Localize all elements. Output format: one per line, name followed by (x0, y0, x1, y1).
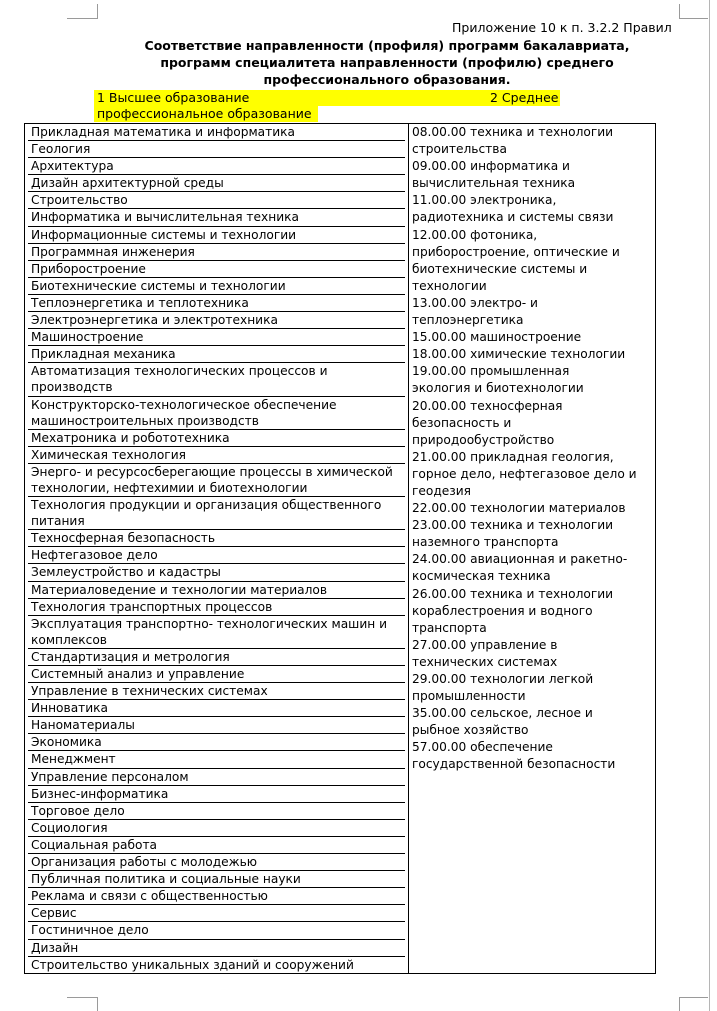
table-row: Землеустройство и кадастры (28, 564, 405, 581)
table-row: Сервис (28, 905, 405, 922)
table-row: Электроэнергетика и электротехника (28, 312, 405, 329)
table-row: Нефтегазовое дело (28, 547, 405, 564)
table-row: Организация работы с молодежью (28, 854, 405, 871)
table-row: Конструкторско-технологическое обеспечение машиностроительных производств (28, 397, 405, 430)
secondary-education-list: 08.00.00 техника и технологии строительства 09.00.00 информатика и вычислительная техника 11.00.00 электроника, радиотехника и системы связи 12.00.00 фотоника, приборостроение, оптические и биотехнические системы и технологии 13.00.00 электро- и теплоэнергетика 15.00.00 машиностроение 18.00.00 химические технологии 19.00.00 промышленная экология и биотехнологии 20.00.00 техносферная безопасность и природообустройство 21.00.00 прикладная геология, горное дело, нефтегазовое дело и геодезия 22.00.00 технологии материалов 23.00.00 техника и технологии наземного транспорта 24.00.00 авиационная и ракетно- космическая техника 26.00.00 техника и технологии кораблестроения и водного транспорта 27.00.00 управление в технических системах 29.00.00 технологии легкой промышленности 35.00.00 сельское, лесное и рыбное хозяйство 57.00.00 обеспечение государственной безопасности (412, 125, 637, 772)
table-row: Менеджмент (28, 751, 405, 768)
table-row: Техносферная безопасность (28, 530, 405, 547)
table-row: Информатика и вычислительная техника (28, 209, 405, 226)
table-row: Управление персоналом (28, 769, 405, 786)
table-row: Публичная политика и социальные науки (28, 871, 405, 888)
table-row: Мехатроника и робототехника (28, 430, 405, 447)
table-row: Дизайн (28, 940, 405, 957)
table-row: Наноматериалы (28, 717, 405, 734)
correspondence-table (24, 123, 656, 974)
secondary-education-column (409, 124, 656, 974)
higher-education-list (28, 124, 405, 973)
table-row: Социология (28, 820, 405, 837)
table-row: Стандартизация и метрология (28, 649, 405, 666)
table-row: Реклама и связи с общественностью (28, 888, 405, 905)
table-row: Прикладная математика и информатика (28, 124, 405, 141)
higher-education-column (25, 124, 409, 974)
margin-marker-bottom-right (679, 997, 708, 1011)
table-row: Гостиничное дело (28, 922, 405, 939)
margin-marker-top-right (679, 4, 708, 19)
table-row (25, 124, 656, 974)
page-edge (709, 0, 710, 1011)
table-row: Биотехнические системы и технологии (28, 278, 405, 295)
table-row: Приборостроение (28, 261, 405, 278)
table-row: Технология транспортных процессов (28, 599, 405, 616)
table-row: Строительство (28, 192, 405, 209)
appendix-reference: Приложение 10 к п. 3.2.2 Правил (452, 20, 672, 35)
table-row: Экономика (28, 734, 405, 751)
secondary-education-heading: 2 Среднее (490, 90, 559, 105)
highlighted-heading (94, 90, 560, 106)
table-row: Архитектура (28, 158, 405, 175)
table-row: Бизнес-информатика (28, 786, 405, 803)
table-row: Дизайн архитектурной среды (28, 175, 405, 192)
table-row: Информационные системы и технологии (28, 227, 405, 244)
table-row: Технология продукции и организация общественного питания (28, 497, 405, 530)
table-row: Геология (28, 141, 405, 158)
table-row: Машиностроение (28, 329, 405, 346)
margin-marker-bottom-left (67, 997, 98, 1011)
higher-education-heading: 1 Высшее образование (97, 90, 250, 105)
table-row: Материаловедение и технологии материалов (28, 582, 405, 599)
table-row: Программная инженерия (28, 244, 405, 261)
document-title: Соответствие направленности (профиля) программ бакалавриата, программ специалитета направленности (профилю) среднего профессионального образования. (144, 38, 630, 87)
table-row: Химическая технология (28, 447, 405, 464)
table-row: Строительство уникальных зданий и сооружений (31, 957, 354, 972)
table-row: Торговое дело (28, 803, 405, 820)
table-row: Системный анализ и управление (28, 666, 405, 683)
table-row: Прикладная механика (28, 346, 405, 363)
table-row: Автоматизация технологических процессов и производств (28, 363, 405, 396)
table-row: Эксплуатация транспортно- технологических машин и комплексов (28, 616, 405, 649)
secondary-education-heading-continued: профессиональное образование (94, 106, 318, 122)
table-row: Теплоэнергетика и теплотехника (28, 295, 405, 312)
table-row: Управление в технических системах (28, 683, 405, 700)
table-row: Энерго- и ресурсосберегающие процессы в химической технологии, нефтехимии и биотехнологии (28, 464, 405, 497)
table-row: Инноватика (28, 700, 405, 717)
margin-marker-top-left (67, 4, 98, 19)
table-row: Социальная работа (28, 837, 405, 854)
